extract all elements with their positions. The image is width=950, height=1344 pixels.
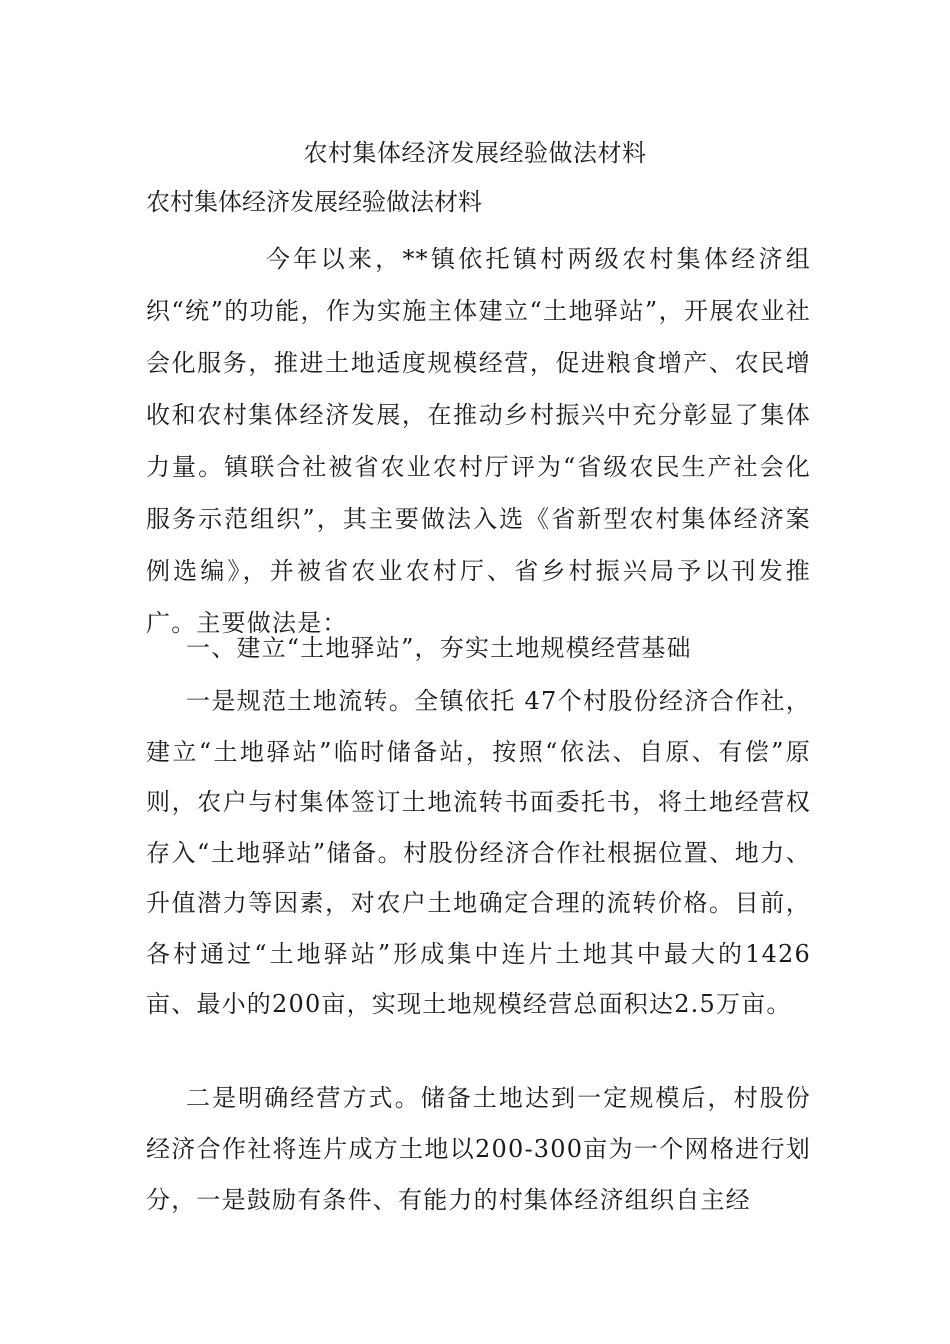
point-one-paragraph: 一是规范土地流转。全镇依托 47个村股份经济合作社，建立“土地驿站”临时储备站，按照“依法、自原、有偿”原则，农户与村集体签订土地流转书面委托书，将土地经营权存入“土地驿站”储备。村股份经济合作社根据位置、地力、升值潜力等因素，对农户土地确定合理的流转价格。目前，各村通过“土地驿站”形成集中连片土地其中最大的1426亩、最小的200亩，实现土地规模经营总面积达2.5万亩。: [146, 687, 811, 1018]
section-heading-one: 一、建立“土地驿站”，夯实土地规模经营基础: [186, 634, 692, 662]
document-title: 农村集体经济发展经验做法材料: [303, 139, 647, 167]
point-two-paragraph: 二是明确经营方式。储备土地达到一定规模后，村股份经济合作社将连片成方土地以200-300亩为一个网格进行划分，一是鼓励有条件、有能力的村集体经济组织自主经: [146, 1084, 811, 1214]
intro-paragraph: 今年以来，**镇依托镇村两级农村集体经济组织“统”的功能，作为实施主体建立“土地驿站”，开展农业社会化服务，推进土地适度规模经营，促进粮食增产、农民增收和农村集体经济发展，在推动乡村振兴中充分彰显了集体力量。镇联合社被省农业农村厅评为“省级农民生产社会化服务示范组织”，其主要做法入选《省新型农村集体经济案例选编》，并被省农业农村厅、省乡村振兴局予以刊发推广。主要做法是：: [146, 245, 811, 637]
document-subtitle: 农村集体经济发展经验做法材料: [146, 188, 482, 216]
